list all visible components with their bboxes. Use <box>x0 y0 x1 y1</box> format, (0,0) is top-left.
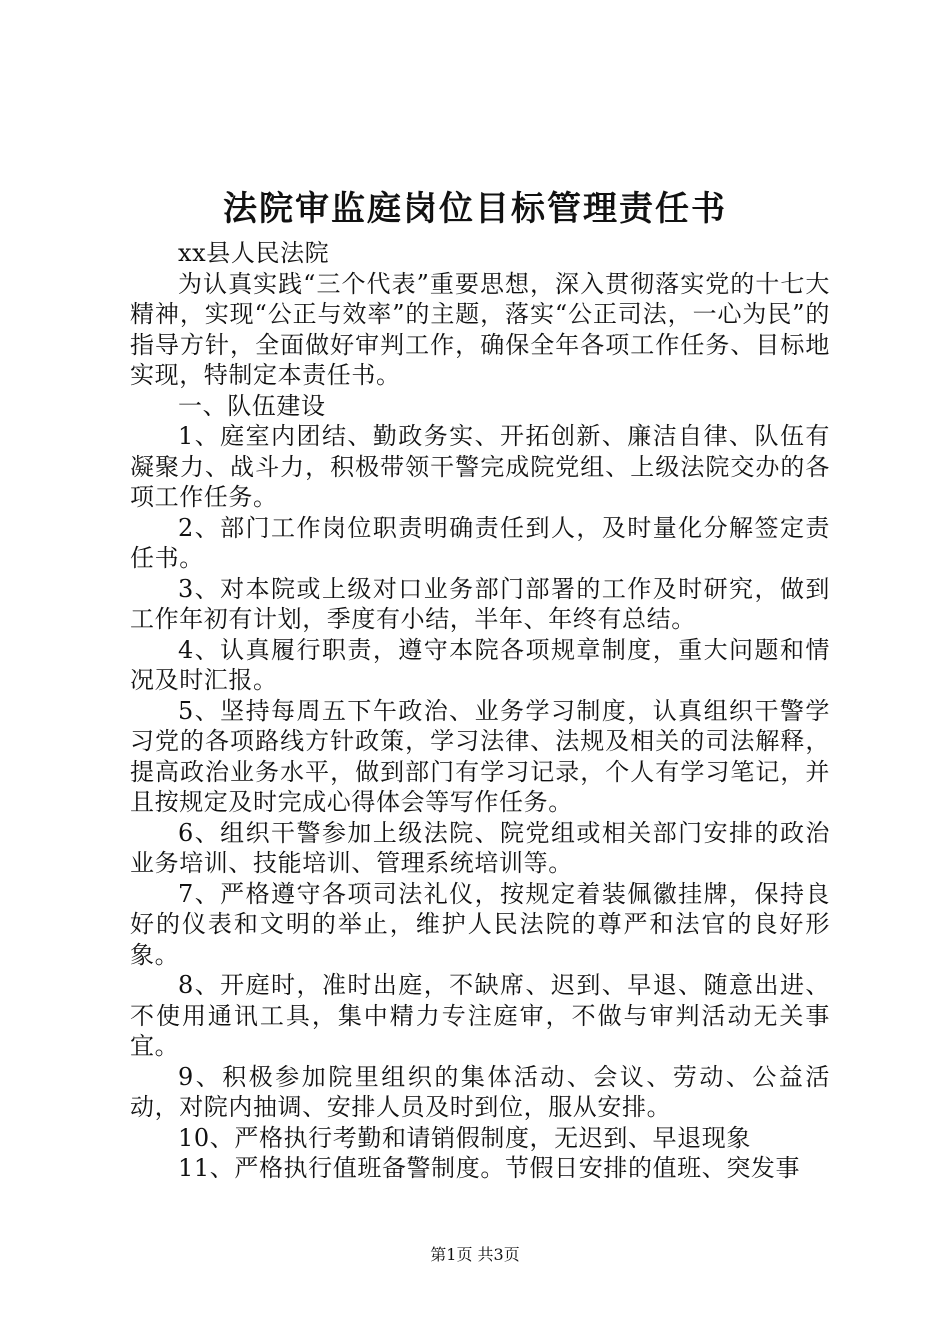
paragraph-court-name: xx县人民法院 <box>178 239 330 267</box>
paragraph-item-6: 6、组织干警参加上级法院、院党组或相关部门安排的政治业务培训、技能培训、管理系统培训等。 <box>130 818 830 877</box>
document-title: 法院审监庭岗位目标管理责任书 <box>223 189 727 229</box>
paragraph-item-4: 4、认真履行职责，遵守本院各项规章制度，重大问题和情况及时汇报。 <box>130 635 830 694</box>
paragraph-item-5: 5、坚持每周五下午政治、业务学习制度，认真组织干警学习党的各项路线方针政策，学习法律、法规及相关的司法解释，提高政治业务水平，做到部门有学习记录，个人有学习笔记，并且按规定及时完成心得体会等写作任务。 <box>130 696 830 816</box>
paragraph-preamble: 为认真实践“三个代表”重要思想，深入贯彻落实党的十七大精神，实现“公正与效率”的主题，落实“公正司法，一心为民”的指导方针，全面做好审判工作，确保全年各项工作任务、目标地实现，特制定本责任书。 <box>130 269 830 389</box>
paragraph-item-3: 3、对本院或上级对口业务部门部署的工作及时研究，做到工作年初有计划，季度有小结，半年、年终有总结。 <box>130 574 830 633</box>
paragraph-item-10: 10、严格执行考勤和请销假制度，无迟到、早退现象 <box>178 1123 751 1152</box>
section-heading-team-building: 一、队伍建设 <box>178 391 326 420</box>
paragraph-item-9: 9、积极参加院里组织的集体活动、会议、劳动、公益活动，对院内抽调、安排人员及时到位，服从安排。 <box>130 1062 830 1121</box>
paragraph-item-2: 2、部门工作岗位职责明确责任到人，及时量化分解签定责任书。 <box>130 513 830 572</box>
page-number-footer: 第1页 共3页 <box>430 1245 520 1264</box>
paragraph-item-1: 1、庭室内团结、勤政务实、开拓创新、廉洁自律、队伍有凝聚力、战斗力，积极带领干警完成院党组、上级法院交办的各项工作任务。 <box>130 422 830 511</box>
document-body <box>130 238 830 1184</box>
paragraph-item-7: 7、严格遵守各项司法礼仪，按规定着装佩徽挂牌，保持良好的仪表和文明的举止，维护人民法院的尊严和法官的良好形象。 <box>130 879 830 969</box>
paragraph-item-11: 11、严格执行值班备警制度。节假日安排的值班、突发事 <box>178 1154 801 1182</box>
paragraph-item-8: 8、开庭时，准时出庭，不缺席、迟到、早退、随意出进、不使用通讯工具，集中精力专注庭审，不做与审判活动无关事宜。 <box>130 971 830 1060</box>
